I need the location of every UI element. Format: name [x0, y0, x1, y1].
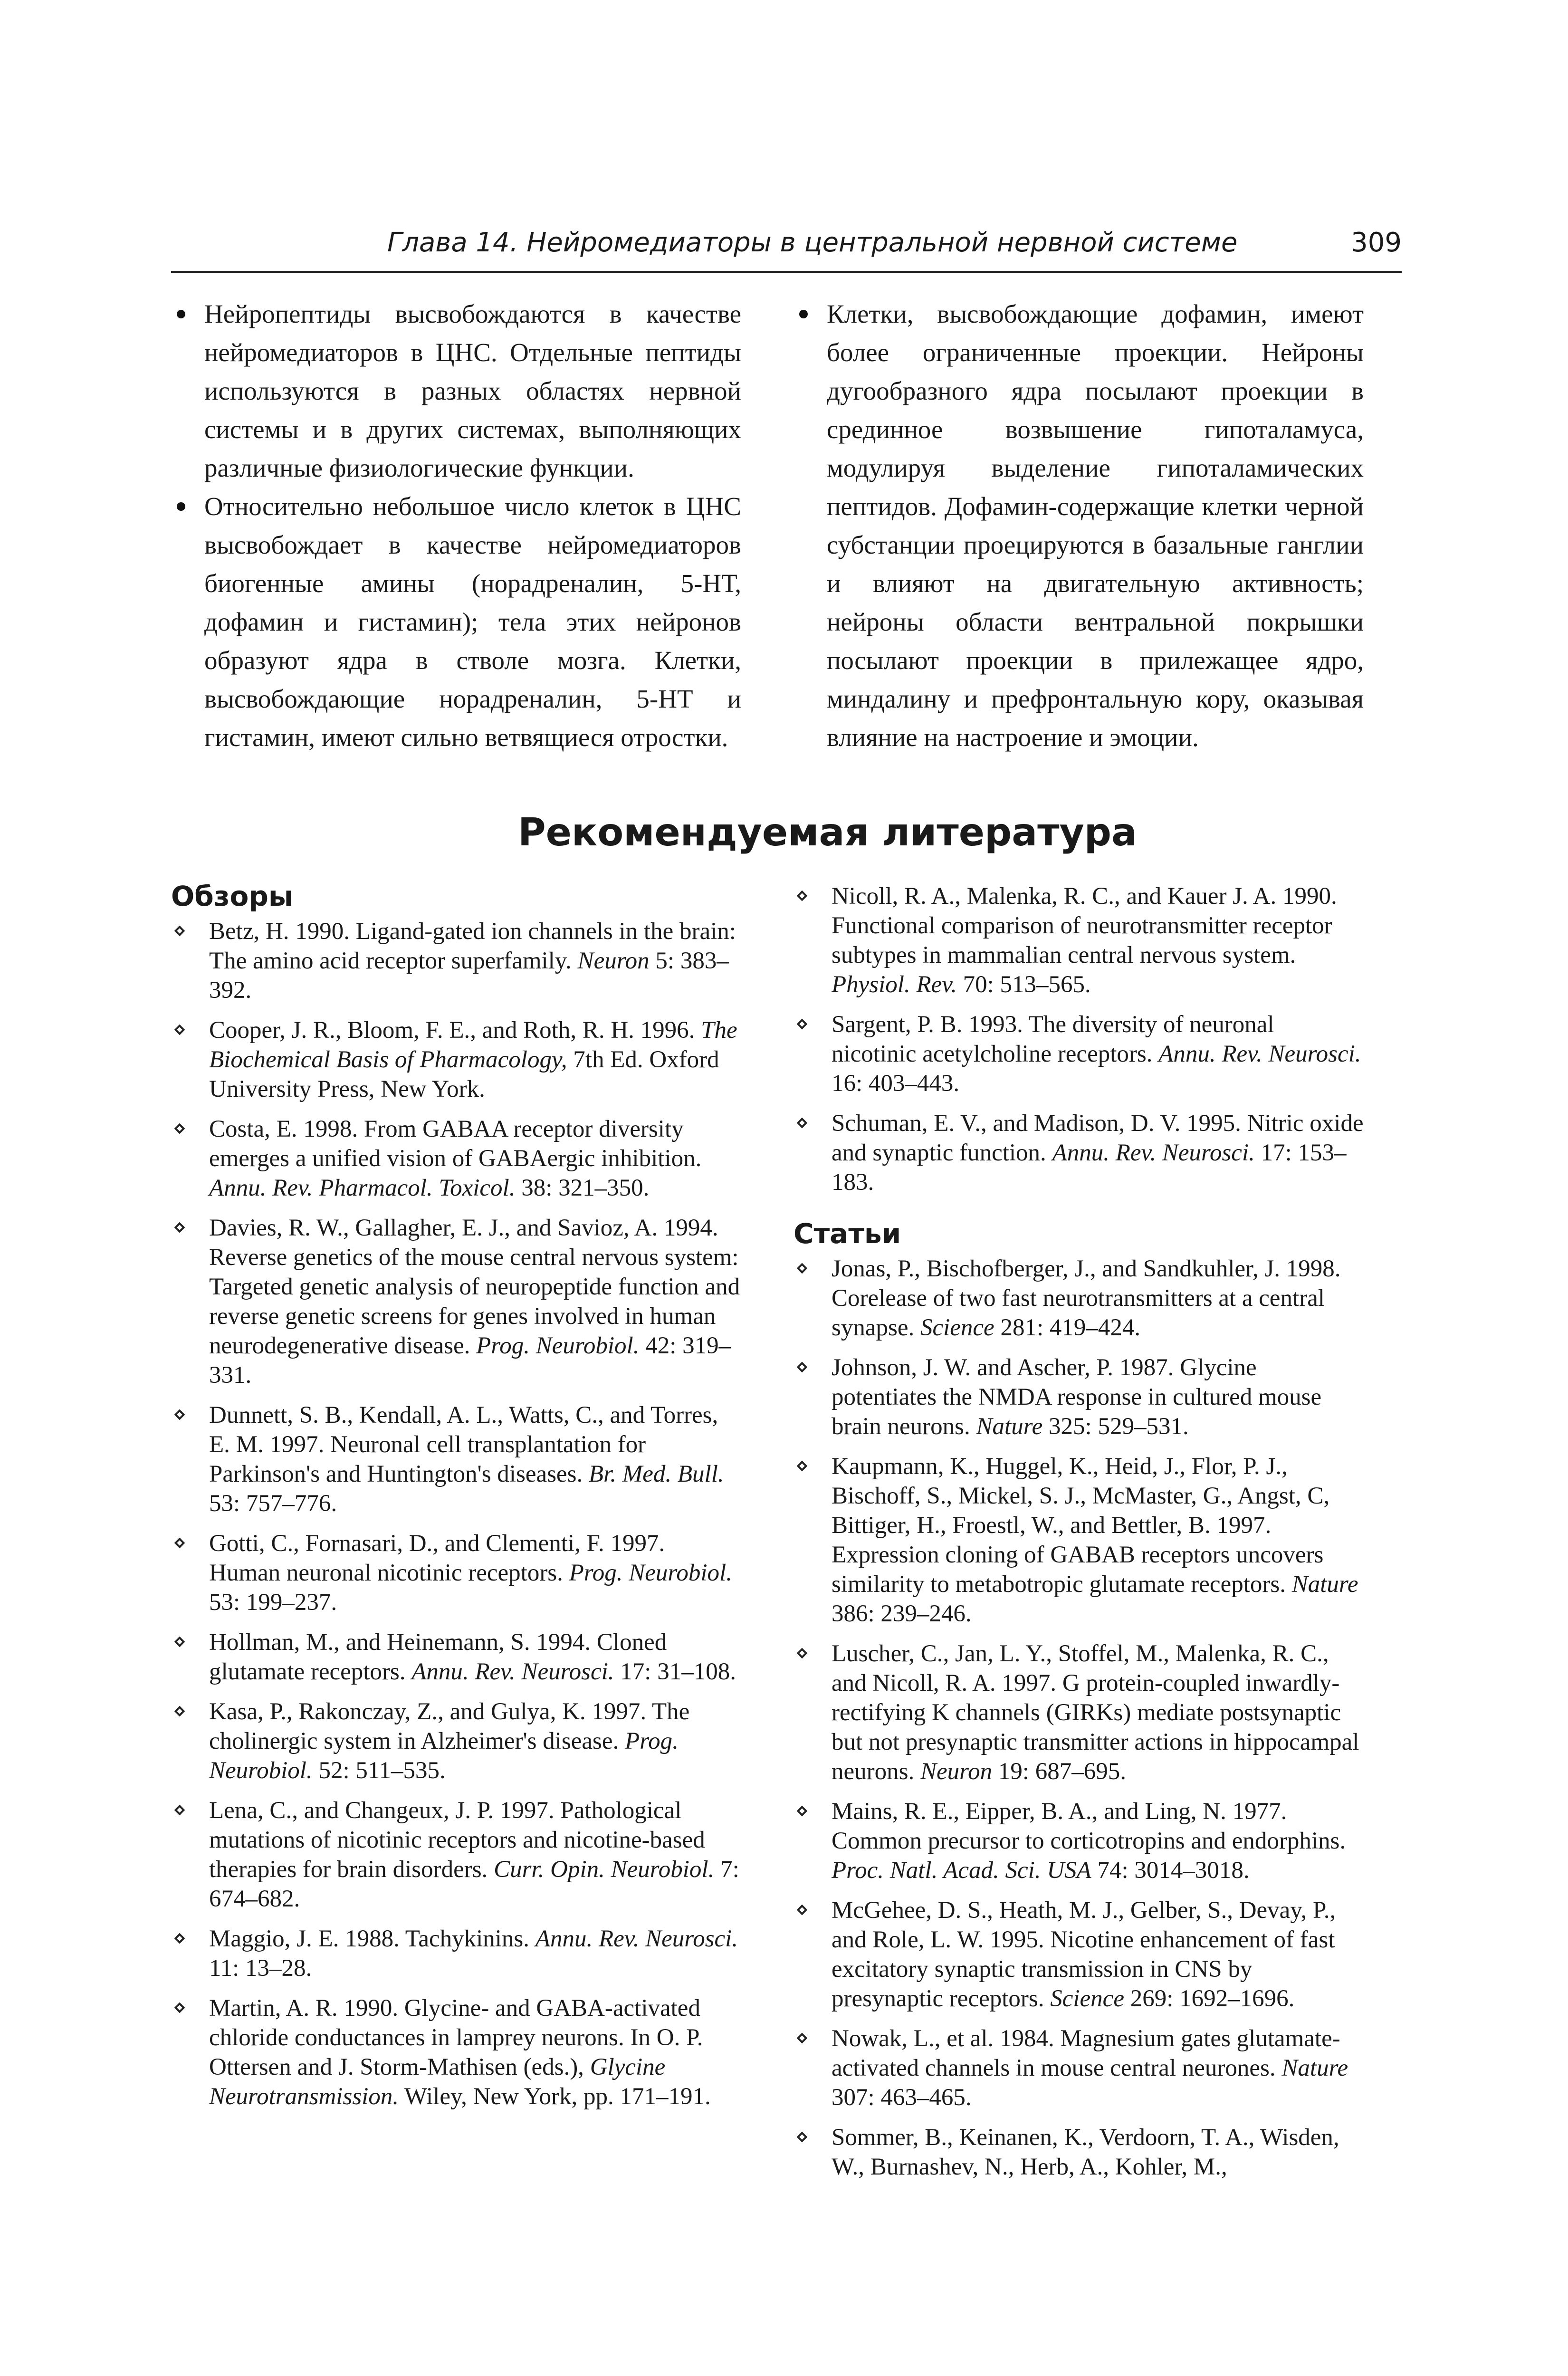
literature-right-column: [794, 881, 1364, 2192]
reference-citation: 74: 3014–3018.: [1091, 1857, 1250, 1884]
page-number: 309: [1351, 227, 1402, 258]
reference-citation: 386: 239–246.: [832, 1600, 972, 1627]
reference-journal: Physiol. Rev.: [832, 971, 957, 998]
reference-text: Sargent, P. B. 1993. The diversity of neuronal nicotinic acetylcholine receptors.: [832, 1011, 1274, 1067]
diamond-bullet-icon: [174, 1222, 185, 1233]
diamond-bullet-icon: [797, 1019, 808, 1030]
reference-citation: 19: 687–695.: [992, 1758, 1126, 1785]
reference-text: Kaupmann, K., Huggel, K., Heid, J., Flor, P. J., Bischoff, S., Mickel, S. J., McMaster, G., Angst, C, Bittiger, H., Froestl, W., and Bettler, B. 1997. Expression cloning of GABAB receptors uncovers similarity to metabotropic glutamate receptors.: [832, 1453, 1330, 1598]
diamond-bullet-icon: [174, 2002, 185, 2013]
reference-entry: [171, 1924, 741, 1983]
reviews-list-continued: [794, 881, 1364, 1197]
reference-text: Sommer, B., Keinanen, K., Verdoorn, T. A., Wisden, W., Burnashev, N., Herb, A., Kohler, M.,: [832, 2124, 1339, 2180]
reference-entry: [794, 1896, 1364, 2013]
reference-entry: [794, 2123, 1364, 2182]
reference-entry: [794, 1254, 1364, 1342]
reference-entry: [794, 1797, 1364, 1885]
reviews-list: [171, 917, 741, 2111]
reference-entry: [171, 1016, 741, 1104]
reference-citation: 7: 674–682.: [209, 1856, 739, 1912]
diamond-bullet-icon: [797, 1362, 808, 1373]
reference-journal: Br. Med. Bull.: [588, 1461, 724, 1487]
reference-text: Mains, R. E., Eipper, B. A., and Ling, N. 1977. Common precursor to corticotropins and endorphins.: [832, 1798, 1346, 1854]
reference-journal: Annu. Rev. Neurosci.: [411, 1658, 614, 1685]
reference-entry: [171, 1993, 741, 2111]
reference-text: Maggio, J. E. 1988. Tachykinins.: [209, 1926, 535, 1952]
reference-citation: 269: 1692–1696.: [1124, 1985, 1295, 2012]
chapter-heading: Глава 14. Нейромедиаторы в центральной нервной системе: [387, 227, 1238, 258]
reference-entry: [171, 1114, 741, 1203]
diamond-bullet-icon: [797, 1263, 808, 1274]
reference-citation: 16: 403–443.: [832, 1070, 960, 1097]
reference-journal: Neuron: [920, 1758, 993, 1785]
diamond-bullet-icon: [797, 2132, 808, 2143]
reference-entry: [171, 917, 741, 1005]
reference-journal: Science: [1050, 1985, 1124, 2012]
reference-citation: 307: 463–465.: [832, 2084, 972, 2111]
reference-journal: Science: [920, 1314, 994, 1341]
reference-entry: [794, 2024, 1364, 2112]
summary-bullet: Клетки, высвобождающие дофамин, имеют более ограниченные проекции. Нейроны дугообразного ядра посылают проекции в срединное возвышение гипоталамуса, модулируя выделение гипоталамических пептидов. Дофамин-содержащие клетки черной субстанции проецируются в базальные ганглии и влияют на двигательную активность; нейроны области вентральной покрышки посылают проекции в прилежащее ядро, миндалину и префронтальную кору, оказывая влияние на настроение и эмоции.: [794, 295, 1364, 757]
reference-journal: Annu. Rev. Pharmacol. Toxicol.: [209, 1175, 516, 1201]
reference-entry: [794, 1639, 1364, 1786]
reference-journal: Curr. Opin. Neurobiol.: [494, 1856, 715, 1883]
diamond-bullet-icon: [797, 1461, 808, 1472]
reference-text: Lena, C., and Changeux, J. P. 1997. Pathological mutations of nicotinic receptors and nicotine-based therapies for brain disorders.: [209, 1797, 705, 1883]
reference-citation: 38: 321–350.: [515, 1175, 650, 1201]
reference-citation: 325: 529–531.: [1042, 1413, 1189, 1440]
reference-entry: [171, 1796, 741, 1914]
reference-text: Betz, H. 1990. Ligand-gated ion channels in the brain: The amino acid receptor superfamily.: [209, 918, 736, 974]
literature-left-column: [171, 881, 741, 2122]
reference-citation: 42: 319–331.: [209, 1332, 731, 1389]
reference-entry: [171, 1213, 741, 1390]
bullet-icon: [799, 310, 808, 318]
reference-entry: [794, 1452, 1364, 1629]
reference-journal: Neuron: [577, 948, 650, 974]
diamond-bullet-icon: [797, 1118, 808, 1129]
reference-text: Dunnett, S. B., Kendall, A. L., Watts, C., and Torres, E. M. 1997. Neuronal cell transplantation for Parkinson's and Huntington's diseases.: [209, 1402, 718, 1487]
articles-list: [794, 1254, 1364, 2182]
reference-journal: Annu. Rev. Neurosci.: [1158, 1041, 1361, 1067]
summary-bullet: Относительно небольшое число клеток в ЦНС высвобождает в качестве нейромедиаторов биогенные амины (норадреналин, 5-НТ, дофамин и гистамин); тела этих нейронов образуют ядра в стволе мозга. Клетки, высвобождающие норадреналин, 5-НТ и гистамин, имеют сильно ветвящиеся отростки.: [171, 487, 741, 757]
diamond-bullet-icon: [174, 1933, 185, 1944]
reference-journal: Annu. Rev. Neurosci.: [1052, 1140, 1255, 1166]
reference-journal: Annu. Rev. Neurosci.: [535, 1926, 738, 1952]
reference-entry: [171, 1529, 741, 1617]
reference-text: McGehee, D. S., Heath, M. J., Gelber, S., Devay, P., and Role, L. W. 1995. Nicotine enhancement of fast excitatory synaptic transmission in CNS by presynaptic receptors.: [832, 1897, 1336, 2012]
reference-citation: 53: 199–237.: [209, 1589, 337, 1616]
reference-journal: Prog. Neurobiol.: [569, 1560, 732, 1586]
reference-journal: Nature: [976, 1413, 1043, 1440]
reference-entry: [794, 881, 1364, 999]
diamond-bullet-icon: [174, 1706, 185, 1717]
diamond-bullet-icon: [174, 1025, 185, 1035]
reference-entry: [171, 1628, 741, 1686]
reference-journal: The Biochemical Basis of Pharmacology,: [209, 1017, 737, 1073]
reference-journal: Glycine Neurotransmission.: [209, 2054, 666, 2110]
reviews-heading: Обзоры: [171, 880, 294, 912]
diamond-bullet-icon: [797, 891, 808, 901]
reference-citation: 7th Ed. Oxford University Press, New York.: [209, 1046, 719, 1102]
reference-entry: [794, 1109, 1364, 1197]
reference-entry: [171, 1400, 741, 1518]
diamond-bullet-icon: [797, 2033, 808, 2044]
reference-citation: 11: 13–28.: [209, 1955, 312, 1982]
section-title: Рекомендуемая литература: [518, 810, 1137, 854]
reference-citation: Wiley, New York, pp. 171–191.: [399, 2083, 711, 2110]
reference-journal: Prog. Neurobiol.: [209, 1728, 679, 1784]
reference-text: Luscher, C., Jan, L. Y., Stoffel, M., Malenka, R. C., and Nicoll, R. A. 1997. G protein-coupled inwardly-rectifying K channels (GIRKs) mediate postsynaptic but not presynaptic transmitter actions in hippocampal neurons.: [832, 1640, 1359, 1785]
diamond-bullet-icon: [174, 1538, 185, 1549]
reference-text: Hollman, M., and Heinemann, S. 1994. Cloned glutamate receptors.: [209, 1629, 667, 1685]
reference-text: Costa, E. 1998. From GABAA receptor diversity emerges a unified vision of GABAergic inhibition.: [209, 1116, 702, 1172]
diamond-bullet-icon: [174, 1123, 185, 1134]
reference-entry: [794, 1353, 1364, 1441]
reference-text: Jonas, P., Bischofberger, J., and Sandkuhler, J. 1998. Corelease of two fast neurotransmitters at a central synapse.: [832, 1255, 1341, 1341]
diamond-bullet-icon: [174, 1805, 185, 1816]
reference-citation: 17: 31–108.: [614, 1658, 736, 1685]
summary-right: [794, 295, 1364, 757]
reference-text: Gotti, C., Fornasari, D., and Clementi, F. 1997. Human neuronal nicotinic receptors.: [209, 1530, 665, 1586]
reference-citation: 5: 383–392.: [209, 948, 729, 1004]
diamond-bullet-icon: [174, 1409, 185, 1420]
reference-citation: 70: 513–565.: [956, 971, 1091, 998]
diamond-bullet-icon: [174, 926, 185, 937]
diamond-bullet-icon: [797, 1806, 808, 1817]
diamond-bullet-icon: [174, 1637, 185, 1648]
articles-heading: Статьи: [794, 1217, 901, 1250]
reference-text: Martin, A. R. 1990. Glycine- and GABA-activated chloride conductances in lamprey neurons. In O. P. Ottersen and J. Storm-Mathisen (eds.),: [209, 1995, 703, 2080]
running-header: [171, 223, 1402, 273]
reference-citation: 281: 419–424.: [994, 1314, 1141, 1341]
reference-citation: 53: 757–776.: [209, 1490, 337, 1517]
reference-text: Johnson, J. W. and Ascher, P. 1987. Glycine potentiates the NMDA response in cultured mouse brain neurons.: [832, 1354, 1322, 1440]
reference-citation: 17: 153–183.: [832, 1140, 1347, 1196]
reference-text: Kasa, P., Rakonczay, Z., and Gulya, K. 1997. The cholinergic system in Alzheimer's disease.: [209, 1698, 690, 1754]
reference-text: Davies, R. W., Gallagher, E. J., and Savioz, A. 1994. Reverse genetics of the mouse central nervous system: Targeted genetic analysis of neuropeptide function and reverse genetic screens for genes involved in human neurodegenerative disease.: [209, 1215, 740, 1359]
reference-entry: [794, 1010, 1364, 1098]
summary-bullet: Нейропептиды высвобождаются в качестве нейромедиаторов в ЦНС. Отдельные пептиды используются в разных областях нервной системы и в других системах, выполняющих различные физиологические функции.: [171, 295, 741, 487]
bullet-icon: [177, 502, 185, 511]
reference-journal: Proc. Natl. Acad. Sci. USA: [832, 1857, 1091, 1884]
reference-text: Schuman, E. V., and Madison, D. V. 1995. Nitric oxide and synaptic function.: [832, 1110, 1364, 1166]
reference-text: Nowak, L., et al. 1984. Magnesium gates glutamate-activated channels in mouse central neurones.: [832, 2025, 1340, 2081]
reference-entry: [171, 1697, 741, 1785]
summary-left: [171, 295, 741, 757]
bullet-icon: [177, 310, 185, 318]
reference-citation: 52: 511–535.: [312, 1757, 446, 1784]
reference-journal: Nature: [1291, 1571, 1358, 1598]
reference-text: Cooper, J. R., Bloom, F. E., and Roth, R. H. 1996.: [209, 1017, 701, 1044]
reference-journal: Prog. Neurobiol.: [476, 1332, 640, 1359]
diamond-bullet-icon: [797, 1905, 808, 1916]
diamond-bullet-icon: [797, 1648, 808, 1659]
reference-journal: Nature: [1281, 2055, 1348, 2081]
reference-text: Nicoll, R. A., Malenka, R. C., and Kauer J. A. 1990. Functional comparison of neurotransmitter receptor subtypes in mammalian central nervous system.: [832, 883, 1337, 968]
